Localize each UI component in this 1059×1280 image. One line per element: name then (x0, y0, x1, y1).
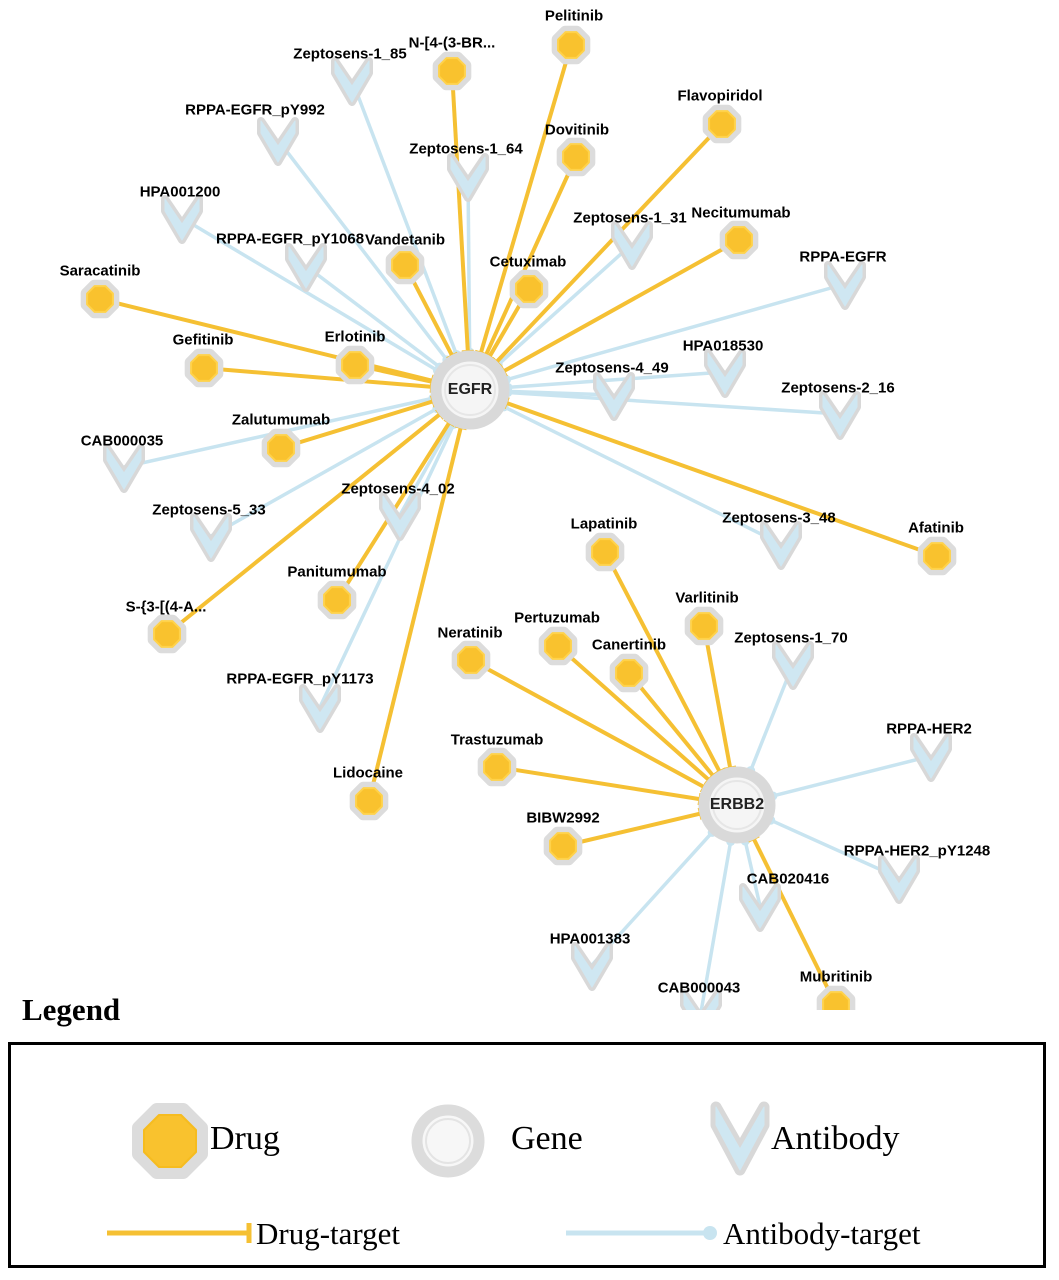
drug-label: Canertinib (591, 636, 667, 654)
antibody-node[interactable] (743, 887, 777, 928)
antibody-label: Zeptosens-3_48 (722, 509, 836, 527)
drug-node[interactable] (354, 786, 384, 816)
drug-node[interactable] (482, 752, 512, 782)
antibody-target-edge (306, 266, 440, 367)
drug-label: Pelitinib (544, 7, 604, 25)
drug-node[interactable] (707, 109, 737, 139)
drug-node[interactable] (590, 537, 620, 567)
antibody-label: Zeptosens-1_70 (734, 629, 848, 647)
antibody-target-edge (504, 407, 781, 544)
drug-node[interactable] (821, 990, 851, 1010)
antibody-label: HPA001200 (139, 183, 221, 201)
drug-label: Dovitinib (544, 121, 610, 139)
legend-antibody-icon (716, 1107, 764, 1170)
antibody-target-edge (508, 392, 840, 414)
antibody-node[interactable] (597, 376, 631, 417)
antibody-node[interactable] (823, 395, 857, 436)
antibody-label: Zeptosens-2_16 (781, 379, 895, 397)
drug-label: Saracatinib (59, 262, 141, 280)
gene-label-erbb2: ERBB2 (709, 796, 765, 813)
antibody-label: Zeptosens-1_31 (573, 209, 687, 227)
drug-node[interactable] (456, 645, 486, 675)
drug-label: Neratinib (437, 624, 503, 642)
drug-label: N-[4-(3-BR... (408, 34, 496, 52)
legend-label-drug: Drug (210, 1120, 280, 1157)
drug-label: Cetuximab (489, 253, 567, 271)
drug-node[interactable] (548, 831, 578, 861)
drug-node[interactable] (514, 274, 544, 304)
drug-label: Flavopiridol (677, 87, 763, 105)
antibody-node[interactable] (289, 247, 323, 288)
legend-label-gene: Gene (511, 1120, 583, 1157)
drug-label: Lidocaine (332, 764, 404, 782)
drug-label: S-{3-[(4-A... (125, 598, 207, 616)
drug-node[interactable] (390, 250, 420, 280)
drug-label: Panitumumab (287, 563, 387, 581)
antibody-label: CAB020416 (746, 870, 830, 888)
legend-label-antibody: Antibody (771, 1120, 900, 1157)
antibody-node[interactable] (828, 265, 862, 306)
drug-label: Vandetanib (364, 231, 446, 249)
antibody-node[interactable] (615, 225, 649, 266)
antibody-node[interactable] (335, 61, 369, 102)
drug-label: Lapatinib (570, 515, 638, 533)
drug-node[interactable] (543, 631, 573, 661)
drug-node[interactable] (922, 541, 952, 571)
drug-label: Gefitinib (172, 331, 234, 349)
antibody-label: Zeptosens-1_64 (409, 140, 523, 158)
antibody-label: Zeptosens-4_49 (555, 359, 669, 377)
antibody-target-edge (773, 756, 931, 796)
antibody-label: Zeptosens-5_33 (152, 501, 266, 519)
drug-label: Erlotinib (324, 328, 386, 346)
legend-drug-icon (139, 1110, 201, 1172)
drug-label: BIBW2992 (526, 809, 600, 827)
antibody-label: RPPA-EGFR_pY1173 (226, 670, 374, 688)
drug-node[interactable] (724, 225, 754, 255)
gene-label-egfr: EGFR (447, 381, 493, 398)
antibody-node[interactable] (194, 517, 228, 558)
drug-node[interactable] (189, 353, 219, 383)
legend-title: Legend (22, 992, 121, 1027)
drug-label: Mubritinib (799, 968, 873, 986)
drug-label: Trastuzumab (450, 731, 544, 749)
legend-label-antibody-target: Antibody-target (723, 1216, 921, 1251)
drug-target-edge (497, 767, 700, 799)
drug-node[interactable] (689, 611, 719, 641)
antibody-label: RPPA-EGFR_pY1068 (215, 230, 365, 248)
antibody-node[interactable] (165, 199, 199, 240)
node-layer (85, 30, 952, 1010)
antibody-label: RPPA-EGFR_pY992 (185, 101, 325, 119)
antibody-label: Zeptosens-1_85 (293, 45, 407, 63)
drug-label: Zalutumumab (231, 411, 331, 429)
antibody-node[interactable] (764, 525, 798, 566)
antibody-label: Zeptosens-4_02 (341, 480, 455, 498)
legend-antibody-edge (566, 1226, 717, 1240)
antibody-target-edge (320, 424, 454, 707)
legend-box (8, 1042, 1046, 1268)
antibody-node[interactable] (776, 645, 810, 686)
drug-target-edge (563, 813, 701, 846)
drug-label: Afatinib (908, 519, 964, 537)
drug-node[interactable] (85, 284, 115, 314)
drug-node[interactable] (340, 350, 370, 380)
antibody-node[interactable] (451, 157, 485, 198)
drug-node[interactable] (614, 658, 644, 688)
antibody-target-edge (508, 372, 725, 387)
legend-drug-edge (107, 1223, 249, 1243)
legend-gene-icon (417, 1110, 479, 1172)
antibody-node[interactable] (107, 448, 141, 489)
antibody-target-edge (701, 841, 731, 1010)
drug-target-edge (506, 403, 937, 556)
drug-target-edge (452, 71, 468, 352)
drug-label: Varlitinib (675, 589, 739, 607)
drug-node[interactable] (561, 142, 591, 172)
drug-target-edge (369, 427, 461, 801)
antibody-target-edge (182, 218, 437, 371)
drug-node[interactable] (322, 585, 352, 615)
drug-label: Pertuzumab (514, 609, 600, 627)
antibody-label: HPA018530 (682, 337, 764, 355)
drug-label: Necitumumab (691, 204, 791, 222)
antibody-label: RPPA-EGFR (799, 248, 887, 266)
antibody-label: RPPA-HER2 (886, 720, 972, 738)
drug-node[interactable] (152, 619, 182, 649)
antibody-label: CAB000043 (657, 979, 741, 997)
drug-node[interactable] (556, 30, 586, 60)
legend-label-drug-target: Drug-target (256, 1216, 401, 1251)
drug-node[interactable] (266, 433, 296, 463)
antibody-node[interactable] (882, 859, 916, 900)
antibody-node[interactable] (575, 946, 609, 987)
drug-target-edge (629, 673, 714, 776)
antibody-node[interactable] (303, 688, 337, 729)
antibody-label: CAB000035 (80, 432, 164, 450)
antibody-label: HPA001383 (549, 930, 631, 948)
antibody-label: RPPA-HER2_pY1248 (843, 842, 991, 860)
antibody-node[interactable] (914, 737, 948, 778)
antibody-node[interactable] (708, 353, 742, 394)
drug-node[interactable] (437, 56, 467, 86)
